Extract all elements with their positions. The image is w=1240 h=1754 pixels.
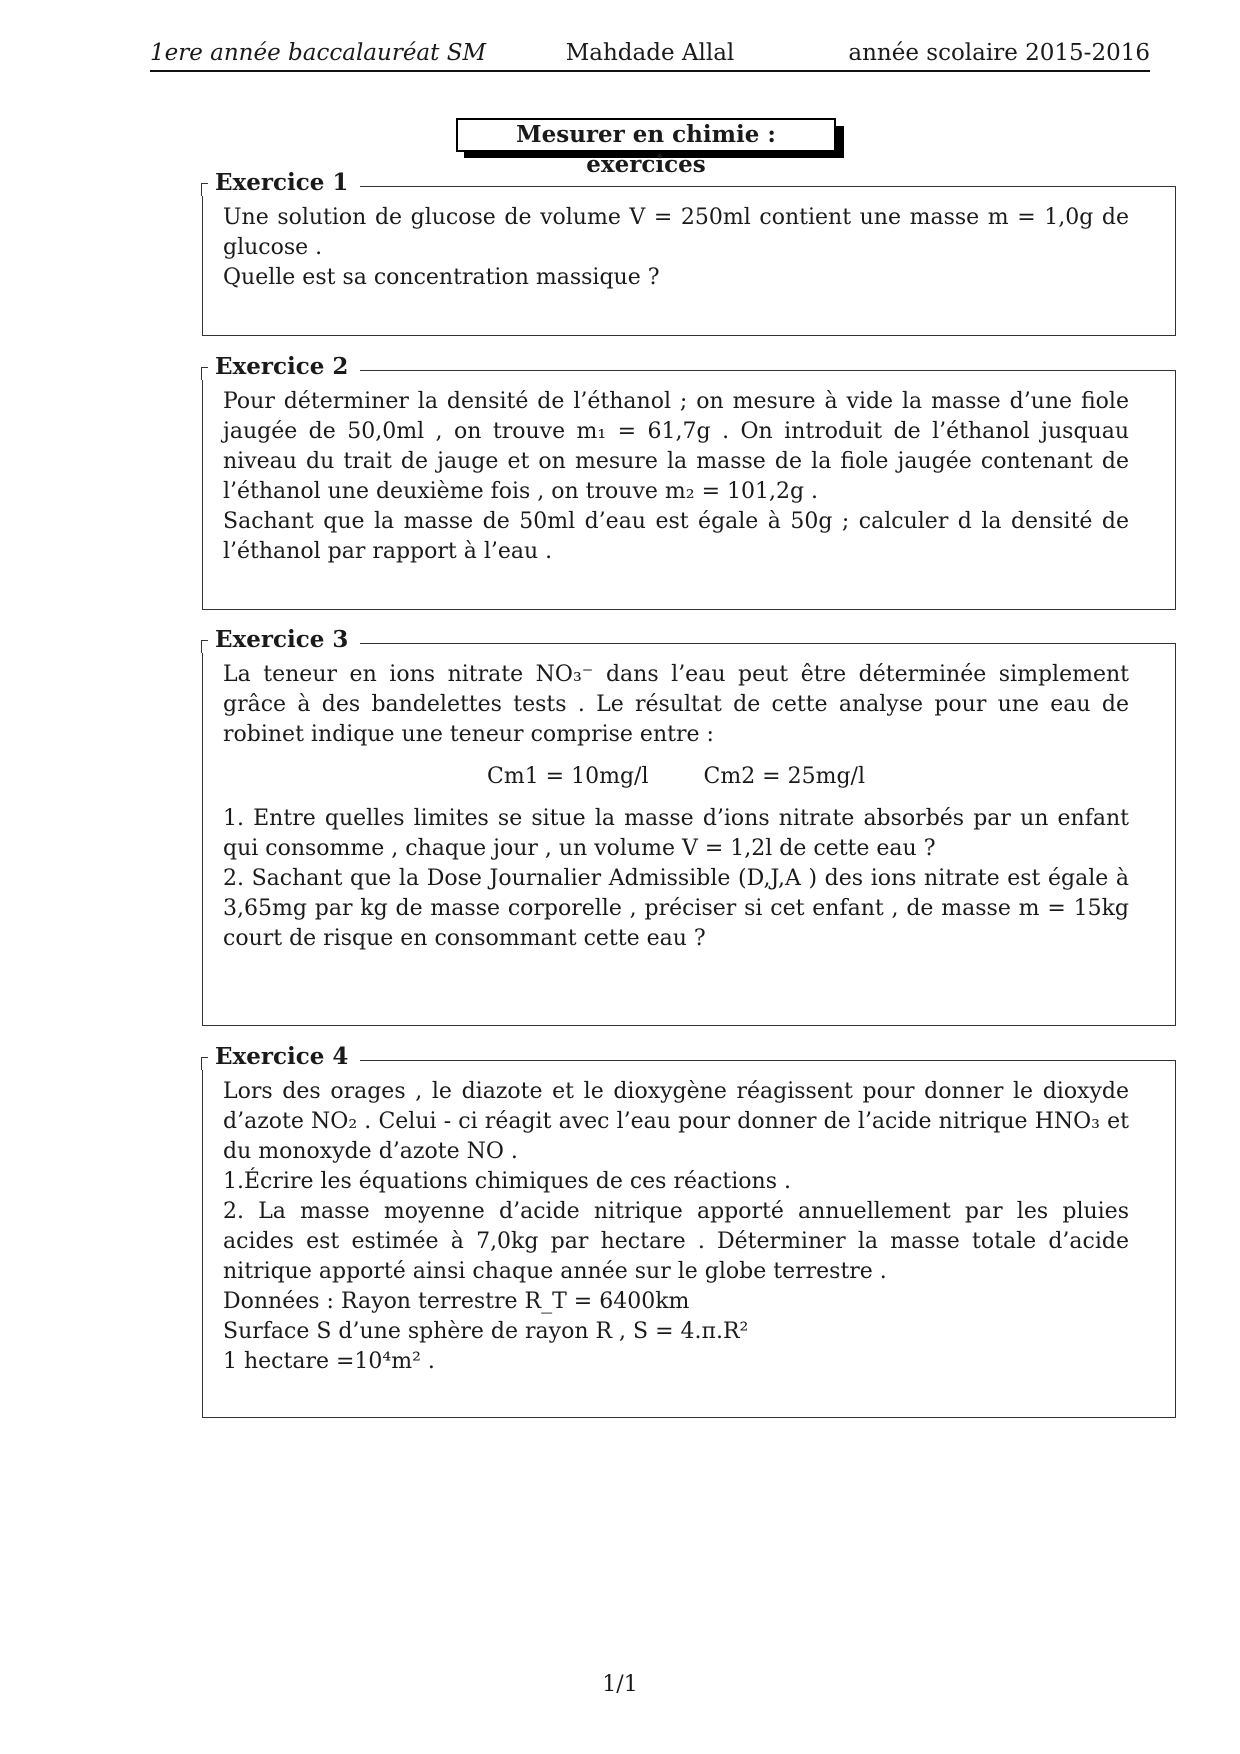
exercise-body: [223, 203, 1129, 293]
page-title: Mesurer en chimie : exercices: [456, 118, 836, 152]
header-year: année scolaire 2015-2016: [848, 40, 1150, 66]
exercise-text: 2. Sachant que la Dose Journalier Admissible (D,J,A ) des ions nitrate est égale à 3,65mg par kg de masse corporelle , préciser si cet enfant , de masse m = 15kg court de risque en consommant cette eau ?: [223, 866, 1129, 951]
exercise-body: [223, 387, 1129, 567]
page-header: [150, 36, 1150, 72]
exercise-body: [223, 1077, 1129, 1377]
exercise-1: [202, 169, 1176, 336]
exercise-text: Pour déterminer la densité de l’éthanol ; on mesure à vide la masse d’une fiole jaugée de 50,0ml , on trouve m₁ = 61,7g . On introduit de l’éthanol jusquau niveau du trait de jauge et on mesure la masse de la fiole jaugée contenant de l’éthanol une deuxième fois , on trouve m₂ = 101,2g .: [223, 389, 1129, 504]
exercise-text: 1.Écrire les équations chimiques de ces réactions .: [223, 1169, 791, 1194]
exercise-3: [202, 626, 1176, 1026]
exercise-heading: Exercice 2: [201, 353, 360, 380]
exercise-heading: Exercice 3: [201, 626, 360, 653]
header-class: 1ere année baccalauréat SM: [150, 40, 487, 66]
exercise-intro: La teneur en ions nitrate NO₃⁻ dans l’eau peut être déterminée simplement grâce à des bandelettes tests . Le résultat de cette analyse pour une eau de robinet indique une teneur comprise entre :: [223, 662, 1129, 747]
equation-cm1: Cm1 = 10mg/l: [487, 764, 649, 789]
exercise-text: 2. La masse moyenne d’acide nitrique apporté annuellement par les pluies acides est estimée à 7,0kg par hectare . Déterminer la masse totale d’acide nitrique apporté ainsi chaque année sur le globe terrestre .: [223, 1199, 1129, 1284]
exercise-text: Surface S d’une sphère de rayon R , S = 4.π.R²: [223, 1319, 749, 1344]
exercise-text: Données : Rayon terrestre R_T = 6400km: [223, 1289, 690, 1314]
equation-line: [223, 762, 1129, 792]
exercise-heading: Exercice 4: [201, 1043, 360, 1070]
exercise-body: [223, 660, 1129, 954]
exercise-heading: Exercice 1: [201, 169, 360, 196]
exercise-text: Sachant que la masse de 50ml d’eau est égale à 50g ; calculer d la densité de l’éthanol par rapport à l’eau .: [223, 509, 1129, 564]
exercise-text: 1 hectare =10⁴m² .: [223, 1349, 435, 1374]
exercise-2: [202, 353, 1176, 610]
exercise-text: 1. Entre quelles limites se situe la masse d’ions nitrate absorbés par un enfant qui consomme , chaque jour , un volume V = 1,2l de cette eau ?: [223, 806, 1129, 861]
exercise-4: [202, 1043, 1176, 1418]
header-author: Mahdade Allal: [565, 40, 735, 66]
exercise-text: Quelle est sa concentration massique ?: [223, 265, 660, 290]
equation-cm2: Cm2 = 25mg/l: [703, 764, 865, 789]
page-number: 1/1: [602, 1672, 638, 1697]
exercise-text: Une solution de glucose de volume V = 250ml contient une masse m = 1,0g de glucose .: [223, 205, 1129, 260]
exercise-text: Lors des orages , le diazote et le dioxygène réagissent pour donner le dioxyde d’azote NO₂ . Celui - ci réagit avec l’eau pour donner de l’acide nitrique HNO₃ et du monoxyde d’azote NO .: [223, 1079, 1129, 1164]
title-box: [456, 118, 836, 178]
